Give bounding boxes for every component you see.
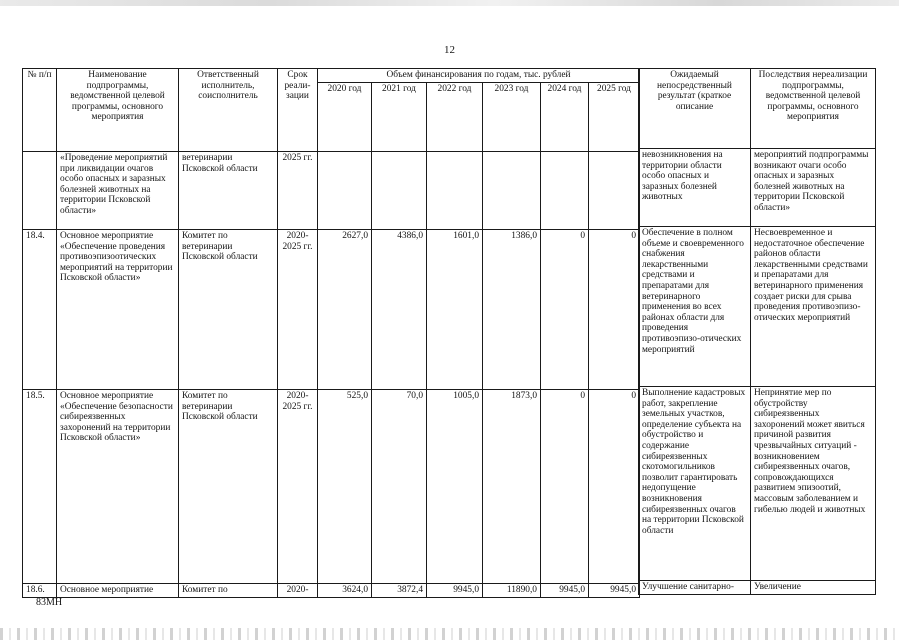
row-value-2022: 9945,0 xyxy=(427,584,483,598)
page-number: 12 xyxy=(444,44,455,56)
results-row xyxy=(639,581,876,595)
row-value-2023: 1873,0 xyxy=(483,390,541,584)
header-term: Срок реали-зации xyxy=(278,69,318,152)
row-value-2020: 525,0 xyxy=(318,390,372,584)
table-row xyxy=(23,230,640,390)
row-value-2024: 0 xyxy=(541,230,589,390)
row-name: «Проведение мероприятий при ликвидации очагов особо опасных и заразных болезней животных на территории Псковской области» xyxy=(57,152,179,230)
results-table xyxy=(638,68,876,595)
row-term: 2020-2025 гг. xyxy=(278,390,318,584)
row-value-2024 xyxy=(541,152,589,230)
row-value-2020: 2627,0 xyxy=(318,230,372,390)
row-num: 18.4. xyxy=(23,230,57,390)
financing-table xyxy=(22,68,640,598)
row-value-2025: 0 xyxy=(589,390,640,584)
row-responsible: Комитет по ветеринарии Псковской области xyxy=(179,390,278,584)
row-value-2020: 3624,0 xyxy=(318,584,372,598)
header-year-2020: 2020 год xyxy=(318,83,372,152)
header-year-2023: 2023 год xyxy=(483,83,541,152)
row-value-2024: 0 xyxy=(541,390,589,584)
row-name: Основное мероприятие «Обеспечение проведения противоэпизоотических мероприятий на территории Псковской области» xyxy=(57,230,179,390)
header-year-2021: 2021 год xyxy=(372,83,427,152)
row-value-2025: 0 xyxy=(589,230,640,390)
row-value-2022: 1601,0 xyxy=(427,230,483,390)
row-expected: невозникновения на территории области особо опасных и заразных болезней животных xyxy=(639,149,751,227)
row-value-2023 xyxy=(483,152,541,230)
row-consequences: мероприятий подпрограммы возникают очаги особо опасных и заразных болезней животных на территории Псковской области» xyxy=(751,149,876,227)
header-expected: Ожидаемый непосредственный результат (краткое описание xyxy=(639,69,751,149)
header-financing: Объем финансирования по годам, тыс. рублей xyxy=(318,69,640,83)
row-num: 18.5. xyxy=(23,390,57,584)
results-row xyxy=(639,149,876,227)
row-term: 2025 гг. xyxy=(278,152,318,230)
row-value-2023: 11890,0 xyxy=(483,584,541,598)
row-value-2021: 3872,4 xyxy=(372,584,427,598)
row-name: Основное мероприятие xyxy=(57,584,179,598)
row-consequences: Увеличение xyxy=(751,581,876,595)
row-term: 2020- xyxy=(278,584,318,598)
table-row xyxy=(23,584,640,598)
row-value-2025 xyxy=(589,152,640,230)
row-num: 18.6. xyxy=(23,584,57,598)
table-row xyxy=(23,152,640,230)
row-expected: Выполнение кадастровых работ, закрепление земельных участков, определение субъекта на обустройство и содержание сибиреязвенных скотомогильников позволит гарантировать недопущение возникновения сибиреязвенных очагов на территории Псковской области xyxy=(639,387,751,581)
row-value-2021: 70,0 xyxy=(372,390,427,584)
row-value-2020 xyxy=(318,152,372,230)
scan-edge-bottom xyxy=(0,628,899,640)
header-year-2022: 2022 год xyxy=(427,83,483,152)
results-row xyxy=(639,387,876,581)
results-header-row xyxy=(639,69,876,149)
table-row xyxy=(23,390,640,584)
header-num: № п/п xyxy=(23,69,57,152)
header-year-2025: 2025 год xyxy=(589,83,640,152)
row-value-2024: 9945,0 xyxy=(541,584,589,598)
row-responsible: ветеринарии Псковской области xyxy=(179,152,278,230)
footer-code: 83МН xyxy=(36,597,63,608)
row-responsible: Комитет по xyxy=(179,584,278,598)
row-consequences: Несвоевременное и недостаточное обеспечение районов области лекарственными средствами и препаратами для ветеринарного применения создает риски для срыва проведения противоэпизо-отических мероприятий xyxy=(751,227,876,387)
row-value-2022 xyxy=(427,152,483,230)
row-value-2021 xyxy=(372,152,427,230)
row-responsible: Комитет по ветеринарии Псковской области xyxy=(179,230,278,390)
row-name: Основное мероприятие «Обеспечение безопасности сибиреязвенных захоронений на территории Псковской области» xyxy=(57,390,179,584)
header-responsible: Ответственный исполнитель, соисполнитель xyxy=(179,69,278,152)
row-value-2025: 9945,0 xyxy=(589,584,640,598)
header-year-2024: 2024 год xyxy=(541,83,589,152)
header-row-1 xyxy=(23,69,640,83)
row-term: 2020-2025 гг. xyxy=(278,230,318,390)
row-value-2023: 1386,0 xyxy=(483,230,541,390)
row-num xyxy=(23,152,57,230)
results-row xyxy=(639,227,876,387)
row-expected: Обеспечение в полном объеме и своевременного снабжения лекарственными средствами и препаратами для ветеринарного применения во всех районах области для проведения противоэпизо-отических мероприятий xyxy=(639,227,751,387)
scan-edge-top xyxy=(0,0,899,6)
header-consequences: Последствия нереализации подпрограммы, ведомственной целевой программы, основного мероприятия xyxy=(751,69,876,149)
row-expected: Улучшение санитарно- xyxy=(639,581,751,595)
row-value-2021: 4386,0 xyxy=(372,230,427,390)
header-name: Наименование подпрограммы, ведомственной целевой программы, основного мероприятия xyxy=(57,69,179,152)
row-consequences: Непринятие мер по обустройству сибиреязвенных захоронений может явиться причиной развития чрезвычайных ситуаций - возникновением сибиреязвенных очагов, сопровождающихся развитием эпизоотий, массовым заболеванием и гибелью людей и животных xyxy=(751,387,876,581)
row-value-2022: 1005,0 xyxy=(427,390,483,584)
